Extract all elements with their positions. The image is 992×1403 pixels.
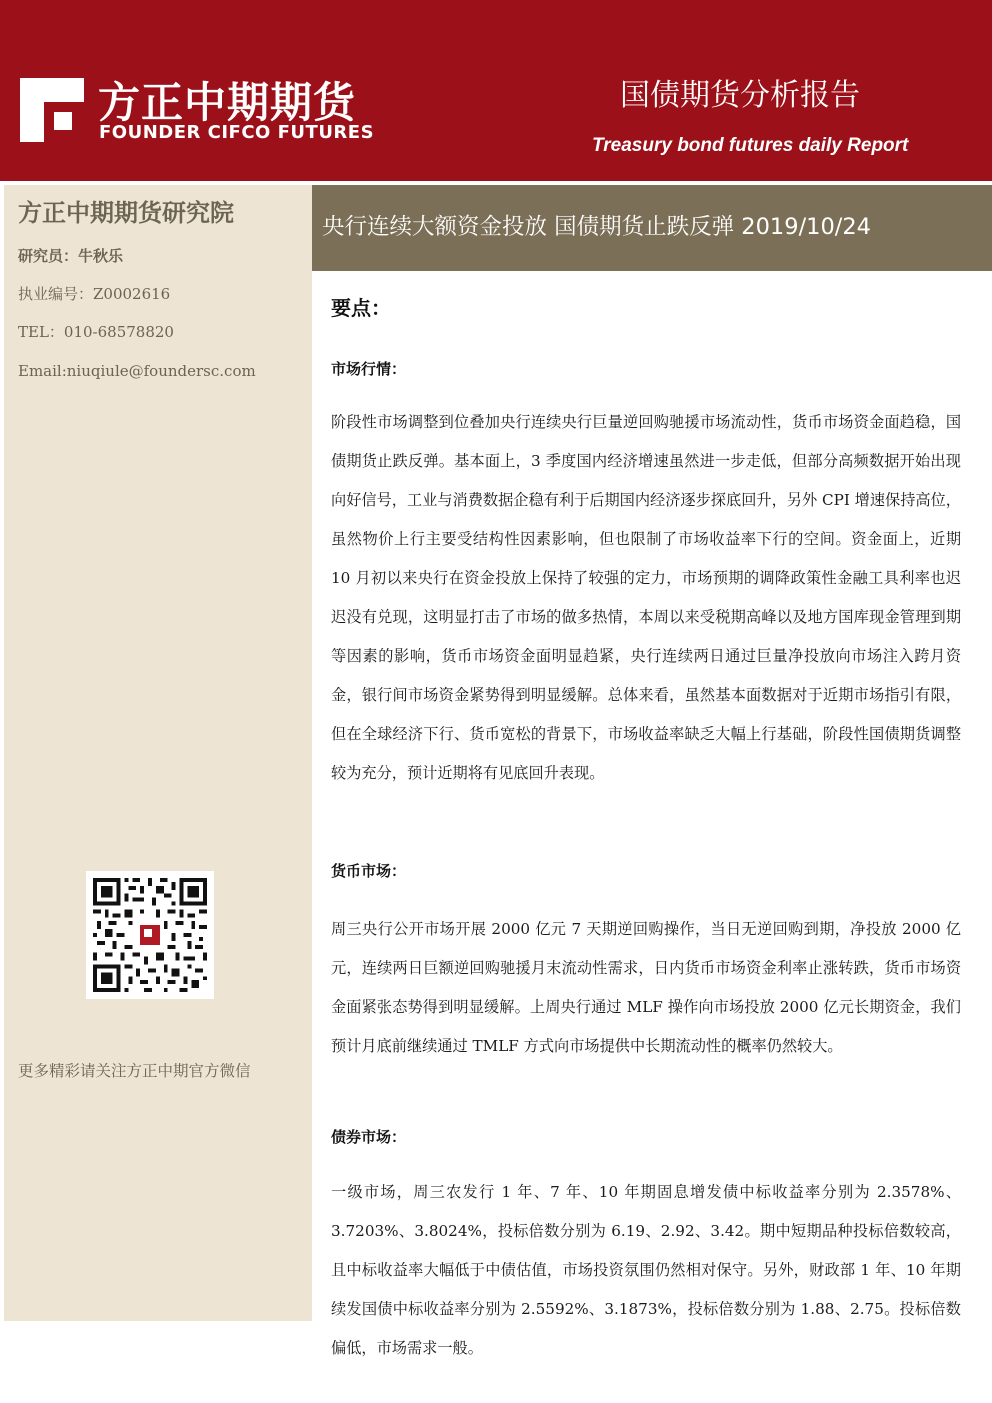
section-body-bond-market: 一级市场，周三农发行 1 年、7 年、10 年期固息增发债中标收益率分别为 2.3578%、3.7203%、3.8024%，投标倍数分别为 6.19、2.92、3.42。期中短期品种投标倍数较高，且中标收益率大幅低于中债估值，市场投资氛围仍然相对保守。另外，财政部 1 年、10 年期续发国债中标收益率分别为 2.5592%、3.1873%，投标倍数分别为 1.88、2.75。投标倍数偏低，市场需求一般。	[331, 1183, 961, 1357]
section-heading-market: 市场行情：	[331, 360, 407, 378]
report-title-cn: 国债期货分析报告	[620, 78, 860, 113]
report-headline: 央行连续大额资金投放 国债期货止跌反弹 2019/10/24	[322, 214, 871, 240]
brand-name-en: FOUNDER CIFCO FUTURES	[99, 122, 375, 143]
section-heading-money-market: 货币市场：	[331, 862, 407, 880]
analyst-name: 研究员：牛秋乐	[18, 247, 124, 265]
report-header	[0, 0, 992, 181]
section-body-market: 阶段性市场调整到位叠加央行连续央行巨量逆回购驰援市场流动性，货币市场资金面趋稳，国债期货止跌反弹。基本面上，3 季度国内经济增速虽然进一步走低，但部分高频数据开始出现向好信号，工业与消费数据企稳有利于后期国内经济逐步探底回升，另外 CPI 增速保持高位，虽然物价上行主要受结构性因素影响，但也限制了市场收益率下行的空间。资金面上，近期 10 月初以来央行在资金投放上保持了较强的定力，市场预期的调降政策性金融工具利率也迟迟没有兑现，这明显打击了市场的做多热情，本周以来受税期高峰以及地方国库现金管理到期等因素的影响，货币市场资金面明显趋紧，央行连续两日通过巨量净投放向市场注入跨月资金，银行间市场资金紧势得到明显缓解。总体来看，虽然基本面数据对于近期市场指引有限，但在全球经济下行、货币宽松的背景下，市场收益率缺乏大幅上行基础，阶段性国债期货调整较为充分，预计近期将有见底回升表现。	[331, 413, 961, 782]
wechat-follow-text: 更多精彩请关注方正中期官方微信	[18, 1062, 251, 1080]
company-logo-icon	[20, 78, 84, 142]
phone-number: TEL：010-68578820	[18, 323, 174, 341]
author-sidebar	[4, 185, 312, 1321]
institute-name: 方正中期期货研究院	[18, 199, 234, 227]
brand-name-cn: 方正中期期货	[98, 78, 357, 127]
qr-code-icon	[86, 871, 214, 999]
report-title-en: Treasury bond futures daily Report	[592, 135, 909, 156]
section-heading-bond-market: 债券市场：	[331, 1128, 407, 1146]
headline-bar	[312, 185, 992, 271]
license-number: 执业编号：Z0002616	[18, 285, 171, 303]
email-address[interactable]: Email:niuqiule@foundersc.com	[18, 362, 256, 380]
key-points-heading: 要点：	[331, 296, 391, 320]
section-body-money-market: 周三央行公开市场开展 2000 亿元 7 天期逆回购操作，当日无逆回购到期，净投放 2000 亿元，连续两日巨额逆回购驰援月末流动性需求，日内货币市场资金利率止涨转跌，货币市场资金面紧张态势得到明显缓解。上周央行通过 MLF 操作向市场投放 2000 亿元长期资金，我们预计月底前继续通过 TMLF 方式向市场提供中长期流动性的概率仍然较大。	[331, 920, 961, 1055]
